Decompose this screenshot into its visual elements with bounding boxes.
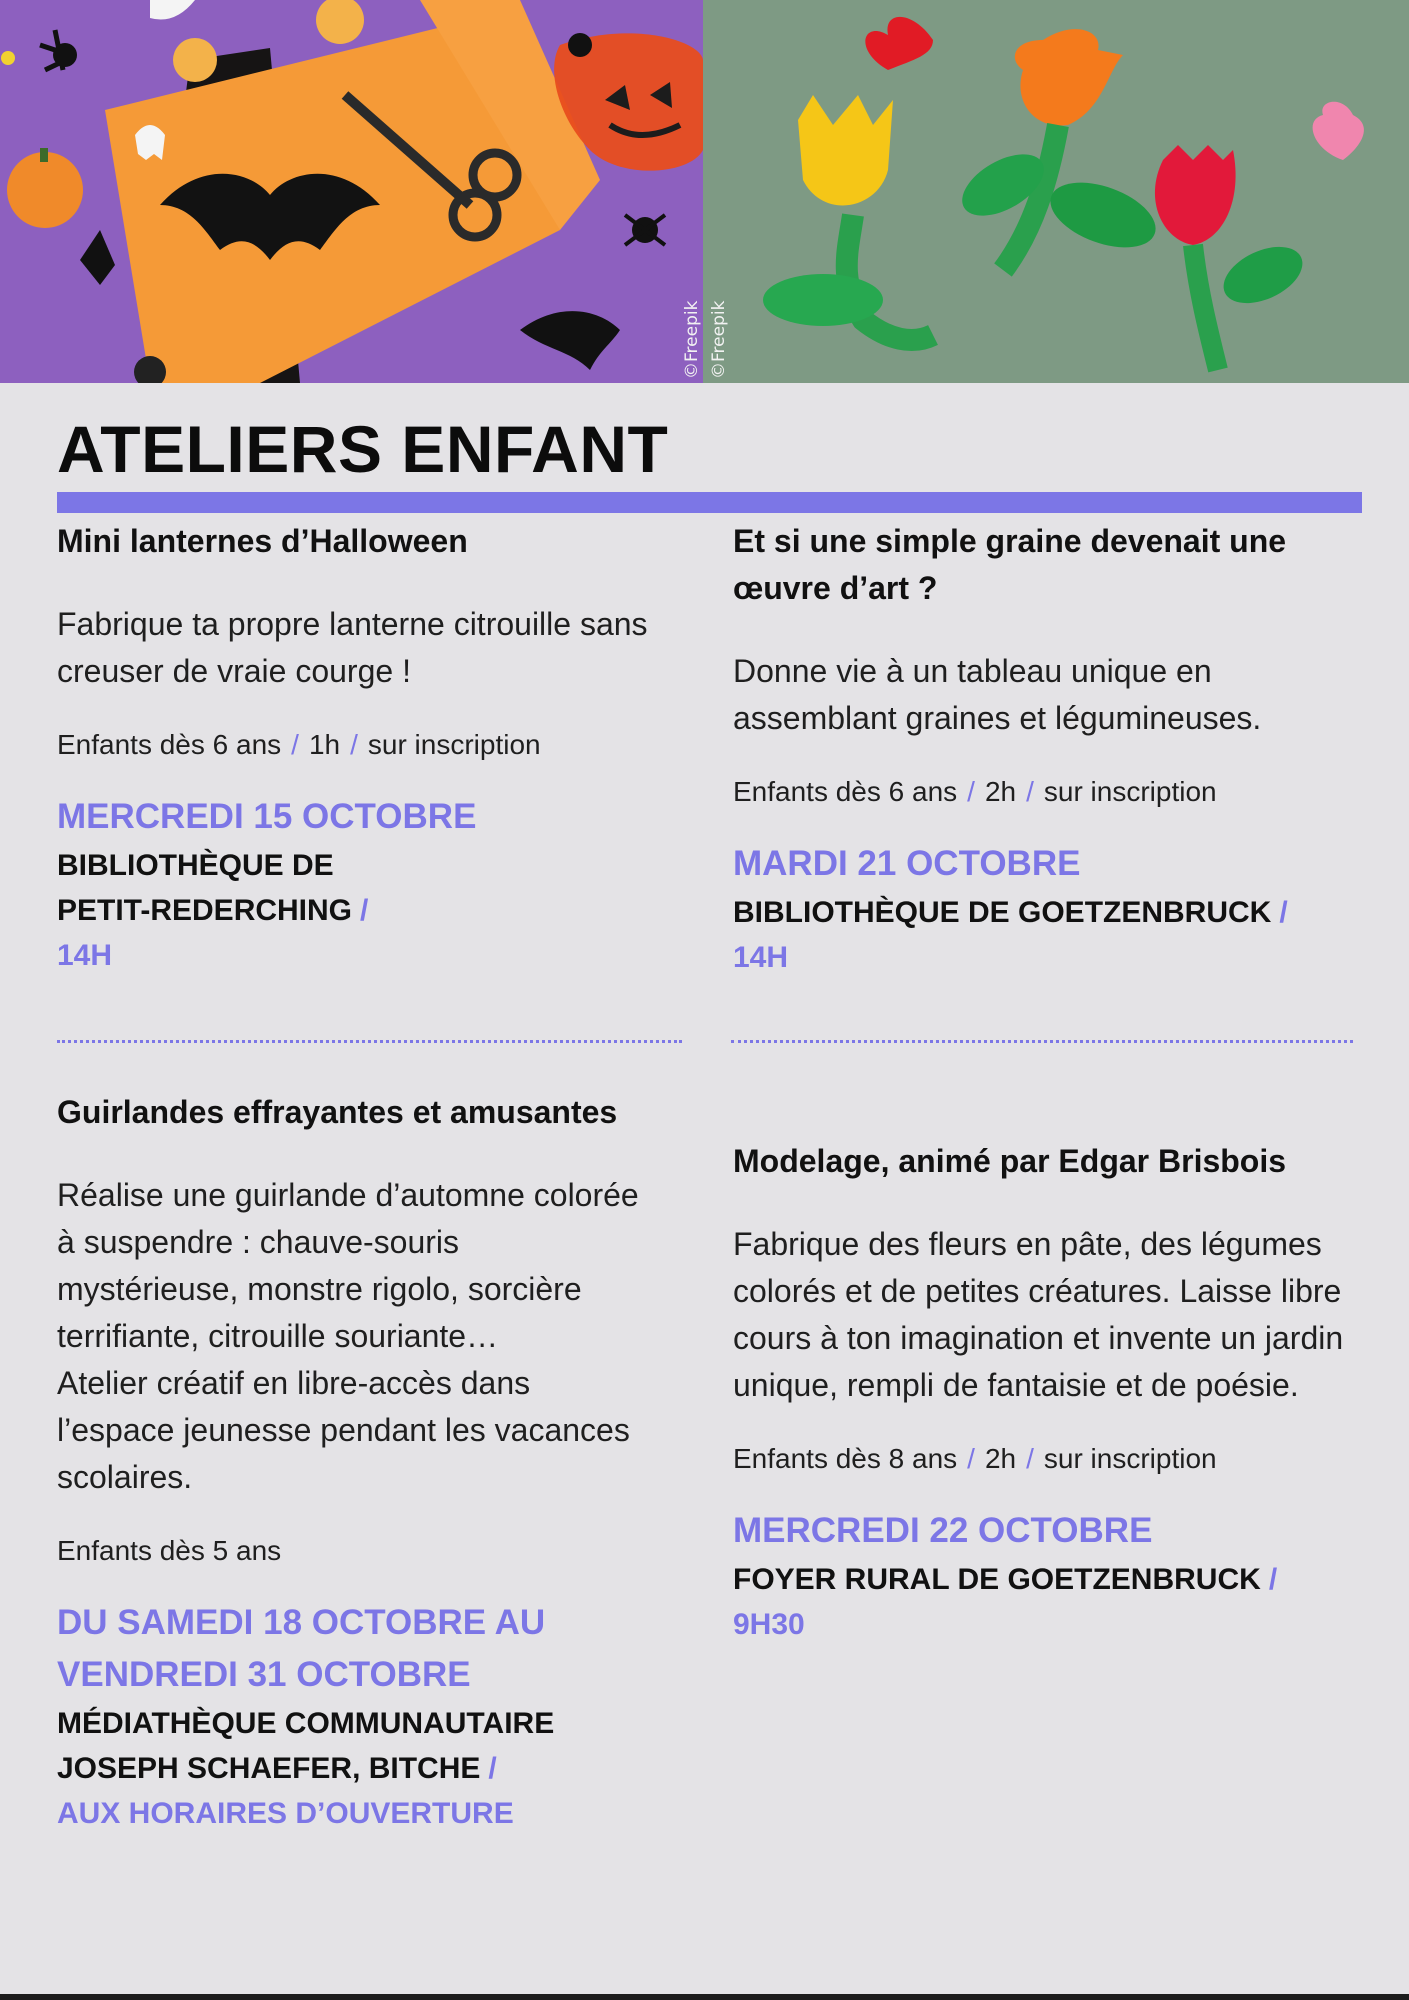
event-description	[57, 1172, 647, 1501]
event-description-part2: Atelier créatif en libre-accès dans l’espace jeunesse pendant les vacances scolaires.	[57, 1365, 630, 1495]
event-time: 14H	[57, 939, 113, 972]
event-description-part1: Réalise une guirlande d’automne colorée à suspendre : chauve-souris mystérieuse, monstre rigolo, sorcière terrifiante, citrouille souriante…	[57, 1177, 639, 1354]
event-date: DU SAMEDI 18 OCTOBRE AU VENDREDI 31 OCTOBRE	[57, 1603, 546, 1694]
meta-separator: /	[1026, 1443, 1034, 1474]
meta-separator: /	[1026, 776, 1034, 807]
event-title: Et si une simple graine devenait une œuvre d’art ?	[733, 523, 1287, 606]
event-card-modelage	[733, 1138, 1353, 1647]
event-venue-name: BIBLIOTHÈQUE DE GOETZENBRUCK	[733, 896, 1272, 929]
event-duration: 2h	[984, 1443, 1017, 1474]
event-registration: sur inscription	[1043, 1443, 1217, 1474]
event-meta	[57, 725, 657, 765]
meta-separator: /	[291, 729, 299, 760]
hero-banner	[0, 0, 1409, 383]
page-title: ATELIERS ENFANT	[57, 412, 669, 486]
event-age: Enfants dès 6 ans	[57, 729, 282, 760]
event-description: Fabrique ta propre lanterne citrouille sans creuser de vraie courge !	[57, 606, 648, 689]
halloween-crafts-photo	[0, 0, 703, 383]
event-duration: 2h	[984, 776, 1017, 807]
event-venue-name: MÉDIATHÈQUE COMMUNAUTAIRE JOSEPH SCHAEFER, BITCHE	[57, 1707, 555, 1785]
event-venue	[733, 890, 1353, 935]
event-description: Donne vie à un tableau unique en assemblant graines et légumineuses.	[733, 653, 1262, 736]
event-age: Enfants dès 6 ans	[733, 776, 958, 807]
event-card-guirlandes	[57, 1089, 677, 1836]
event-venue-name: FOYER RURAL DE GOETZENBRUCK	[733, 1563, 1261, 1596]
event-time: 9H30	[733, 1608, 805, 1641]
clay-flowers-illustration	[703, 0, 1409, 383]
event-card-graines	[733, 518, 1353, 980]
event-title: Guirlandes effrayantes et amusantes	[57, 1094, 618, 1130]
event-venue	[57, 1701, 637, 1791]
event-age: Enfants dès 5 ans	[57, 1535, 282, 1566]
meta-separator: /	[967, 776, 975, 807]
event-duration: 1h	[308, 729, 341, 760]
event-registration: sur inscription	[1043, 776, 1217, 807]
meta-separator: /	[967, 1443, 975, 1474]
clay-flowers-photo	[703, 0, 1409, 383]
meta-separator: /	[350, 729, 358, 760]
photo-credit-right: ©Freepik	[709, 300, 729, 379]
event-meta	[733, 772, 1353, 812]
halloween-crafts-illustration	[0, 0, 703, 383]
event-card-lanternes	[57, 518, 657, 978]
photo-credit-left: ©Freepik	[682, 300, 702, 379]
event-time: 14H	[733, 941, 789, 974]
event-date: MERCREDI 22 OCTOBRE	[733, 1511, 1153, 1550]
event-time: AUX HORAIRES D’OUVERTURE	[57, 1797, 514, 1830]
event-venue	[733, 1557, 1353, 1602]
event-venue-name: BIBLIOTHÈQUE DE PETIT-REDERCHING	[57, 849, 353, 927]
event-date: MARDI 21 OCTOBRE	[733, 844, 1081, 883]
bottom-edge-strip	[0, 1994, 1409, 2000]
dotted-divider	[57, 1040, 682, 1043]
event-date: MERCREDI 15 OCTOBRE	[57, 797, 477, 836]
title-underline-bar	[57, 492, 1362, 513]
venue-separator: /	[360, 894, 369, 927]
venue-separator: /	[488, 1752, 497, 1785]
venue-separator: /	[1268, 1563, 1278, 1596]
event-title: Modelage, animé par Edgar Brisbois	[733, 1143, 1287, 1179]
dotted-divider	[731, 1040, 1353, 1043]
event-age: Enfants dès 8 ans	[733, 1443, 958, 1474]
event-registration: sur inscription	[367, 729, 541, 760]
event-description: Fabrique des fleurs en pâte, des légumes colorés et de petites créatures. Laisse libre cours à ton imagination et invente un jardin unique, rempli de fantaisie et de poésie.	[733, 1226, 1344, 1403]
event-meta	[733, 1439, 1353, 1479]
event-title: Mini lanternes d’Halloween	[57, 523, 468, 559]
event-venue	[57, 843, 417, 933]
venue-separator: /	[1279, 896, 1288, 929]
